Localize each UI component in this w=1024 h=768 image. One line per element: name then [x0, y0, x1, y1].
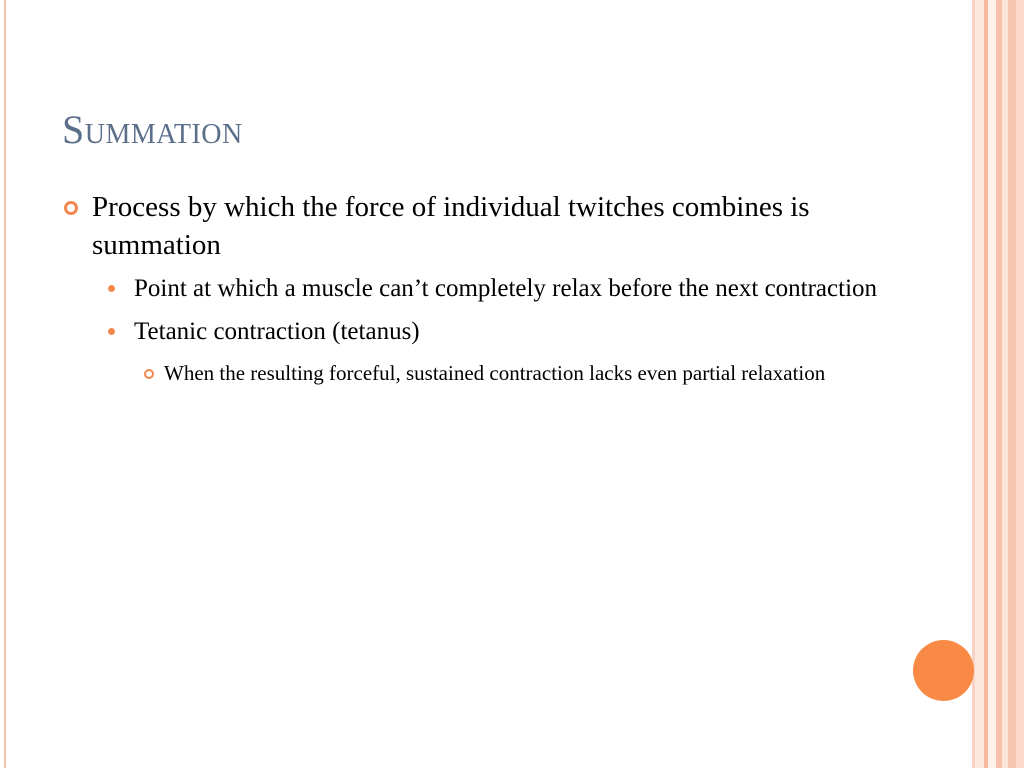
bullet-list — [62, 188, 882, 389]
stripe — [975, 0, 984, 768]
orange-circle-decoration — [913, 640, 974, 701]
bullet-text: When the resulting forceful, sustained contraction lacks even partial relaxation — [164, 361, 826, 385]
small-ring-bullet-icon — [144, 369, 154, 379]
dot-bullet-icon — [108, 328, 115, 335]
bullet-text: Tetanic contraction (tetanus) — [134, 318, 420, 345]
stripe — [988, 0, 996, 768]
bullet-item-level1 — [62, 188, 882, 264]
bullet-item-level3 — [62, 358, 882, 389]
bullet-item-level2 — [62, 315, 882, 348]
ring-bullet-icon — [64, 201, 78, 215]
bullet-text: Process by which the force of individual twitches combines is summation — [92, 191, 810, 261]
bullet-item-level2 — [62, 272, 882, 305]
slide-title: Summation — [62, 107, 243, 152]
stripe — [1008, 0, 1016, 768]
dot-bullet-icon — [108, 285, 115, 292]
left-border-line — [4, 0, 6, 768]
bullet-text: Point at which a muscle can’t completely relax before the next contraction — [134, 275, 878, 302]
stripe — [1016, 0, 1024, 768]
right-decorative-stripes — [972, 0, 1024, 768]
